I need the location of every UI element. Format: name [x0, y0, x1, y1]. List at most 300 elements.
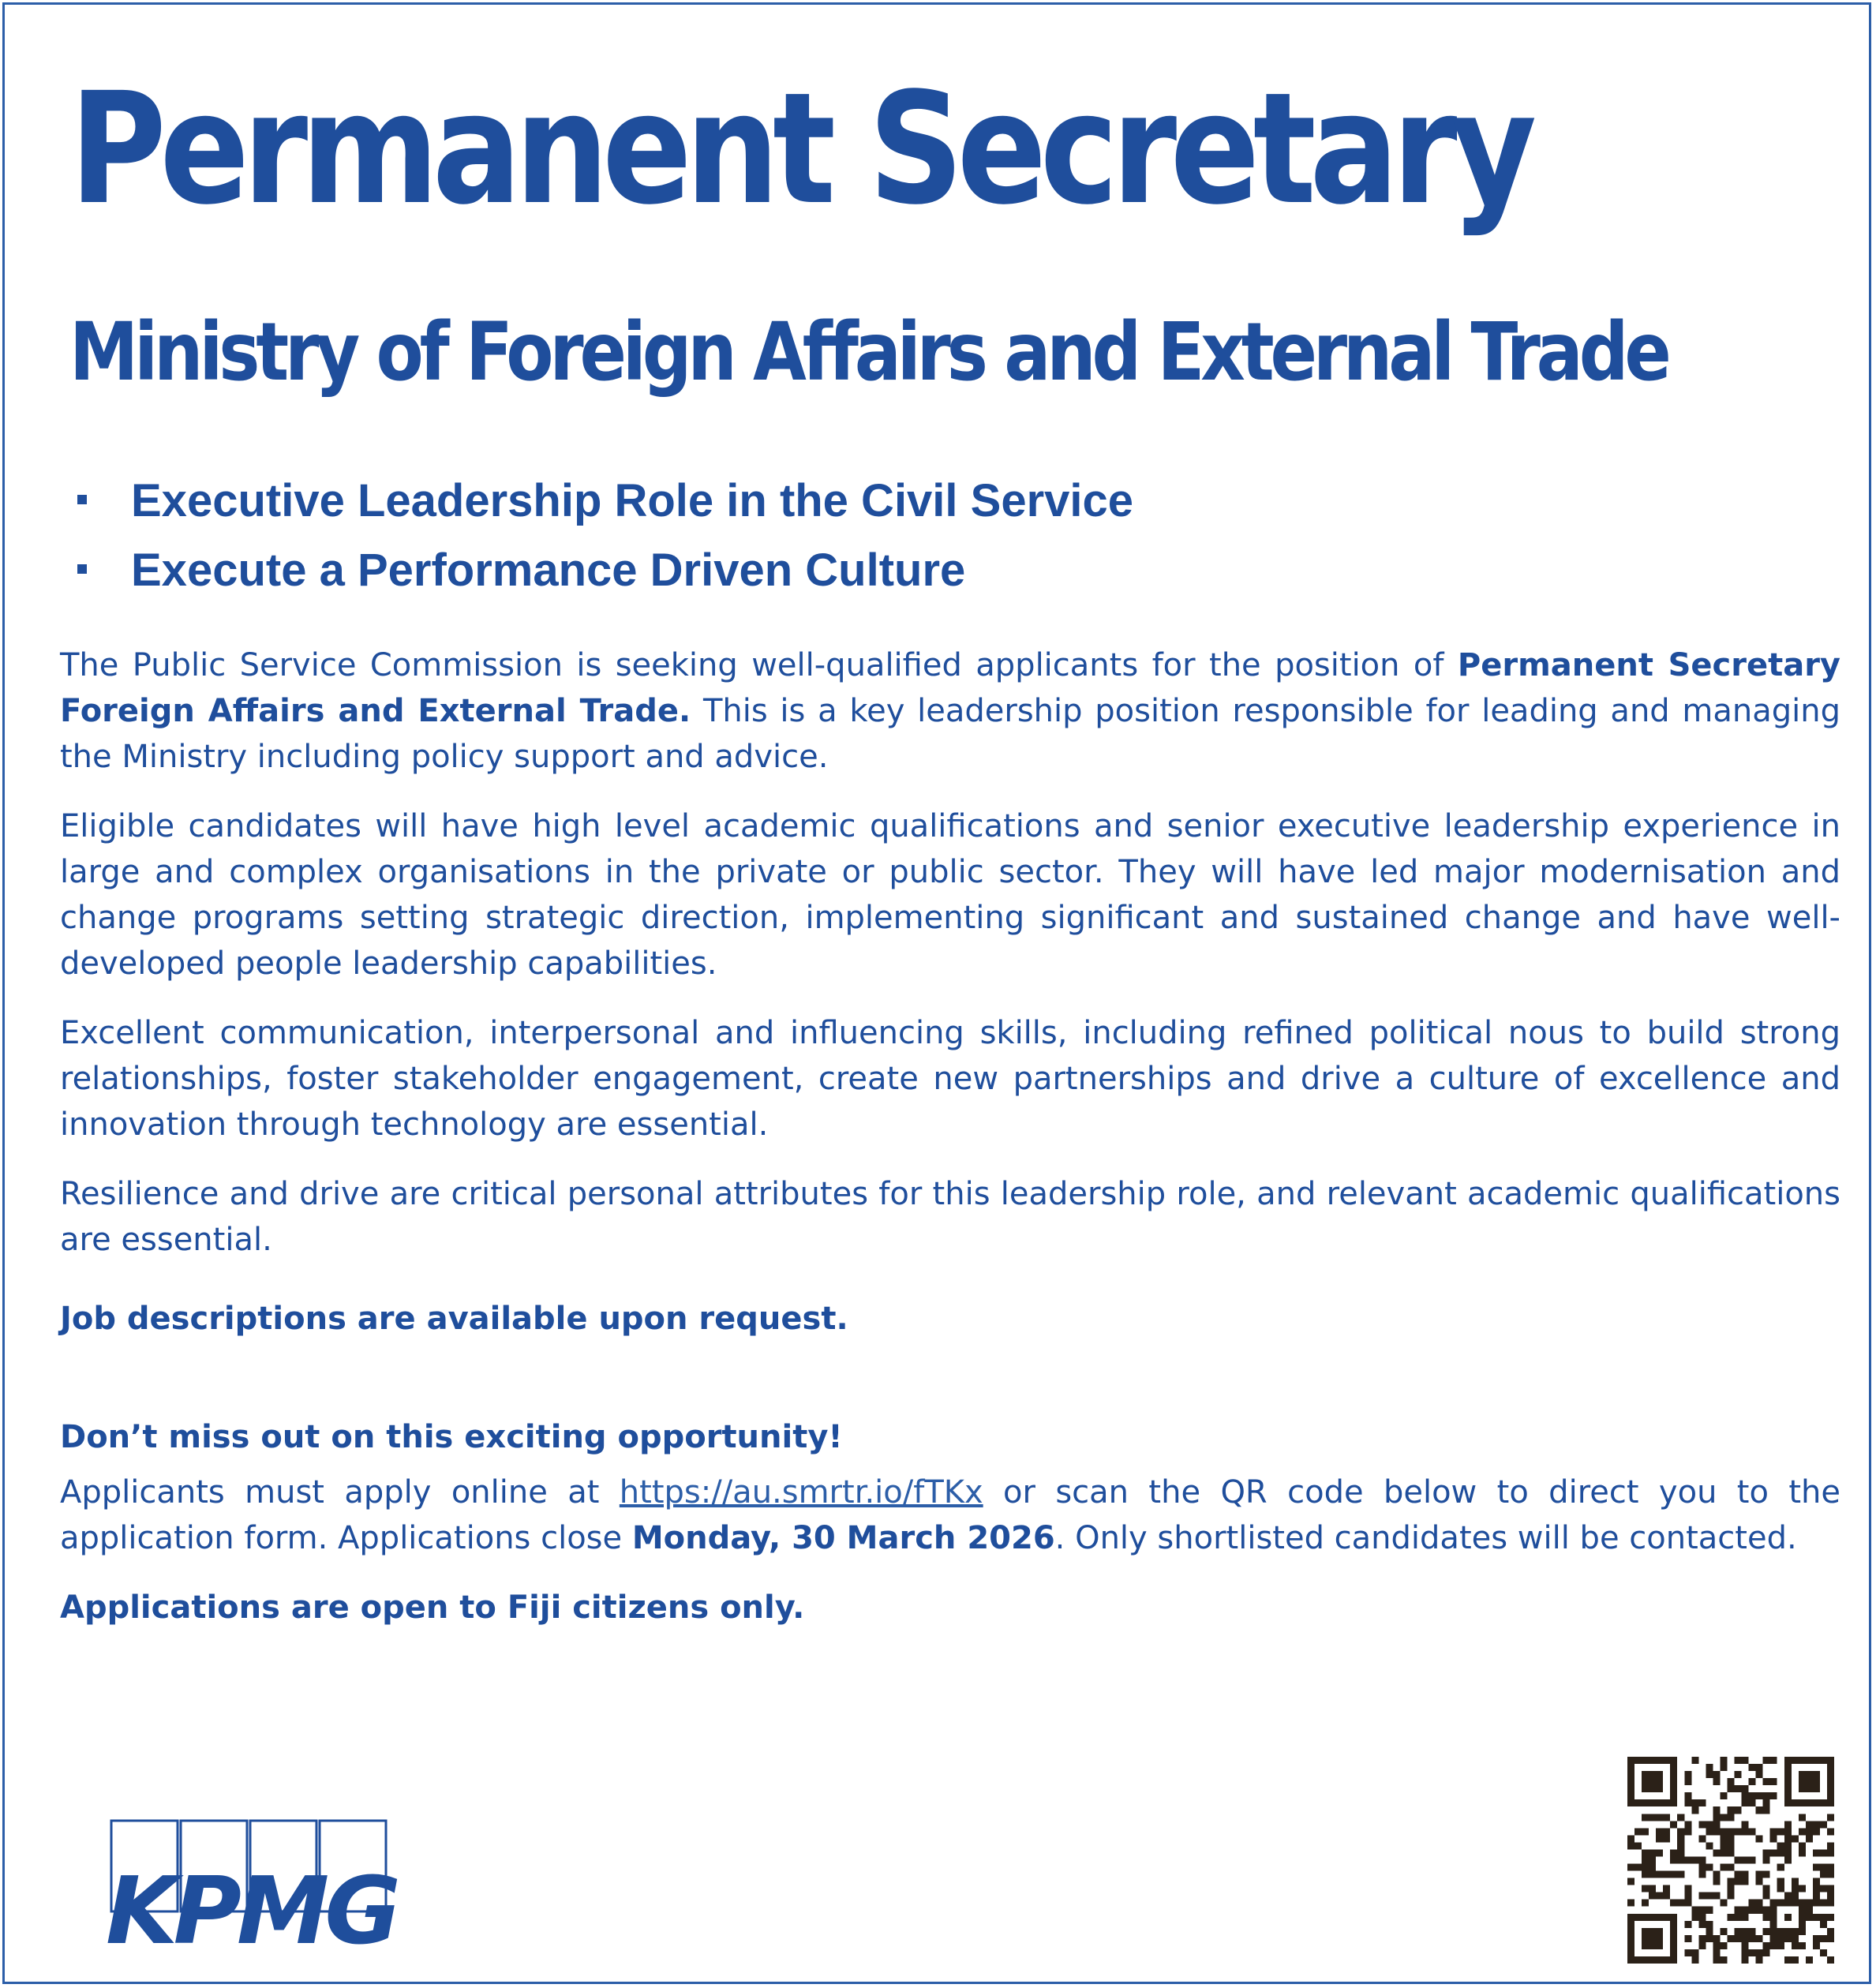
qr-module [1684, 1949, 1691, 1956]
qr-module [1642, 1814, 1649, 1821]
qr-module [1784, 1842, 1792, 1849]
qr-module [1627, 1900, 1634, 1907]
qr-module [1735, 1914, 1742, 1921]
qr-module [1684, 1921, 1691, 1928]
qr-module [1698, 1921, 1706, 1928]
qr-module [1684, 1885, 1691, 1893]
qr-module [1756, 1907, 1763, 1914]
qr-module [1642, 1856, 1649, 1863]
qr-module [1698, 1935, 1706, 1942]
qr-module [1820, 1849, 1827, 1856]
qr-module [1727, 1914, 1734, 1921]
qr-module [1691, 1806, 1698, 1814]
qr-module [1749, 1799, 1756, 1806]
qr-module [1735, 1878, 1742, 1885]
qr-module [1706, 1893, 1713, 1900]
highlight-text: Execute a Performance Driven Culture [131, 545, 966, 596]
qr-module [1649, 1856, 1656, 1863]
qr-module [1827, 1871, 1834, 1878]
qr-module [1706, 1828, 1713, 1835]
qr-module [1706, 1864, 1713, 1871]
qr-module [1777, 1942, 1784, 1949]
qr-module [1735, 1771, 1742, 1778]
qr-module [1727, 1842, 1734, 1849]
qr-module [1642, 1885, 1649, 1893]
qr-module [1742, 1956, 1749, 1964]
qr-module [1656, 1828, 1663, 1835]
qr-module [1720, 1757, 1727, 1764]
qr-module [1713, 1878, 1720, 1885]
qr-module [1720, 1849, 1727, 1856]
qr-module [1799, 1828, 1806, 1835]
qr-module [1820, 1900, 1827, 1907]
qr-module [1727, 1864, 1734, 1871]
qr-module [1813, 1821, 1820, 1828]
page-title: Permanent Secretary [69, 59, 1530, 238]
qr-module [1684, 1799, 1691, 1806]
qr-module [1777, 1842, 1784, 1849]
qr-module [1763, 1893, 1770, 1900]
qr-module [1684, 1771, 1691, 1778]
qr-module [1677, 1849, 1684, 1856]
highlight-text: Executive Leadership Role in the Civil Service [131, 475, 1134, 526]
qr-module [1720, 1864, 1727, 1871]
qr-module [1742, 1949, 1749, 1956]
qr-module [1698, 1835, 1706, 1842]
qr-module [1698, 1821, 1706, 1828]
qr-module [1763, 1792, 1770, 1799]
qr-module [1820, 1871, 1827, 1878]
qr-module [1792, 1956, 1799, 1964]
qr-module [1792, 1893, 1799, 1900]
qr-module [1784, 1956, 1792, 1964]
qr-module [1727, 1885, 1734, 1893]
intro-text: The Public Service Commission is seeking well-qualified applicants for the position of [60, 647, 1458, 683]
qr-module [1642, 1828, 1649, 1835]
qr-module [1677, 1900, 1684, 1907]
qr-module [1735, 1871, 1742, 1878]
qr-module [1677, 1842, 1684, 1849]
qr-module [1756, 1835, 1763, 1842]
qr-module [1827, 1885, 1834, 1893]
qr-module [1770, 1828, 1777, 1835]
qr-module [1677, 1856, 1684, 1863]
qr-module [1813, 1942, 1820, 1949]
qr-module [1663, 1835, 1670, 1842]
qr-module [1756, 1935, 1763, 1942]
qr-module [1720, 1842, 1727, 1849]
position-name: Permanent Secretary Foreign Affairs and External Trade. [60, 647, 1840, 729]
qr-module [1763, 1928, 1770, 1935]
qr-module [1770, 1935, 1777, 1942]
qr-module [1756, 1956, 1763, 1964]
square-bullet-icon [77, 495, 87, 504]
qr-module [1742, 1907, 1749, 1914]
qr-module [1698, 1856, 1706, 1863]
qr-module [1634, 1828, 1642, 1835]
qr-module [1756, 1871, 1763, 1878]
qr-module [1670, 1871, 1677, 1878]
qr-module [1763, 1942, 1770, 1949]
qr-module [1756, 1878, 1763, 1885]
qr-module [1749, 1949, 1756, 1956]
qr-module [1720, 1792, 1727, 1799]
qr-module [1656, 1835, 1663, 1842]
qr-module [1627, 1878, 1634, 1885]
qr-module [1735, 1806, 1742, 1814]
qr-module [1691, 1949, 1698, 1956]
qr-module [1698, 1914, 1706, 1921]
qr-module [1763, 1871, 1770, 1878]
qr-module [1706, 1821, 1713, 1828]
qr-module [1784, 1821, 1792, 1828]
qr-module [1784, 1856, 1792, 1863]
qr-module [1727, 1878, 1734, 1885]
qr-module [1727, 1893, 1734, 1900]
qr-module [1698, 1799, 1706, 1806]
highlight-item [74, 536, 1133, 605]
qr-module [1691, 1914, 1698, 1921]
qr-module [1763, 1849, 1770, 1856]
qr-code-icon[interactable] [1627, 1757, 1835, 1964]
qr-module [1727, 1935, 1734, 1942]
qr-module [1799, 1942, 1806, 1949]
qr-module [1827, 1828, 1834, 1835]
qr-module [1670, 1821, 1677, 1828]
qr-module [1720, 1814, 1727, 1821]
qr-module [1827, 1928, 1834, 1935]
square-bullet-icon [77, 564, 87, 574]
qr-module [1784, 1893, 1792, 1900]
qr-module [1749, 1792, 1756, 1799]
qr-module [1691, 1956, 1698, 1964]
qr-module [1763, 1856, 1770, 1863]
highlight-item [74, 466, 1133, 536]
qr-module [1756, 1806, 1763, 1814]
qr-module [1677, 1871, 1684, 1878]
advertisement-frame [2, 2, 1871, 1984]
qr-module [1706, 1928, 1713, 1935]
qr-module [1663, 1885, 1670, 1893]
qr-module [1742, 1928, 1749, 1935]
qr-module [1827, 1842, 1834, 1849]
qr-module [1763, 1778, 1770, 1785]
qr-module [1820, 1949, 1827, 1956]
qr-module [1642, 1864, 1649, 1871]
qr-module [1749, 1828, 1756, 1835]
qr-module [1735, 1757, 1742, 1764]
eligibility-paragraph: Eligible candidates will have high level academic qualifications and senior executive leadership experience in large and complex organisations in the private or public sector. They will have led major modernisation and change programs setting strategic direction, implementing significant and sustained change and have well-developed people leadership capabilities. [60, 808, 1840, 982]
closing-date: Monday, 30 March 2026 [631, 1520, 1055, 1556]
qr-module [1784, 1914, 1792, 1921]
qr-module [1763, 1806, 1770, 1814]
qr-module [1713, 1806, 1720, 1814]
qr-module [1727, 1785, 1734, 1792]
qr-module [1799, 1849, 1806, 1856]
qr-module [1713, 1771, 1720, 1778]
qr-module [1706, 1842, 1713, 1849]
qr-module [1742, 1785, 1749, 1792]
qr-module [1827, 1914, 1834, 1921]
qr-module [1698, 1907, 1706, 1914]
highlights-list [74, 466, 1133, 605]
apply-text-mid: or scan the QR code below to direct you to the application form. Applications close [60, 1474, 1840, 1556]
ministry-subtitle: Ministry of Foreign Affairs and External Trade [69, 305, 1668, 399]
qr-module [1627, 1835, 1634, 1842]
qr-module [1742, 1799, 1749, 1806]
qr-module [1763, 1949, 1770, 1956]
citizenship-note: Applications are open to Fiji citizens only. [60, 1589, 805, 1626]
intro-text-end: This is a key leadership position responsible for leading and managing the Ministry including policy support and advice. [60, 693, 1841, 775]
qr-module [1777, 1864, 1784, 1871]
qr-module [1756, 1771, 1763, 1778]
qr-module [1720, 1928, 1727, 1935]
qr-module [1677, 1814, 1684, 1821]
job-descriptions-note: Job descriptions are available upon request. [60, 1301, 848, 1337]
qr-module [1727, 1814, 1734, 1821]
qr-module [1735, 1907, 1742, 1914]
qr-module [1713, 1828, 1720, 1835]
qr-module [1698, 1942, 1706, 1949]
qr-module [1827, 1864, 1834, 1871]
qr-module [1684, 1821, 1691, 1828]
qr-module [1649, 1871, 1656, 1878]
qr-module [1756, 1949, 1763, 1956]
qr-module [1698, 1864, 1706, 1871]
qr-module [1749, 1900, 1756, 1907]
qr-module [1649, 1849, 1656, 1856]
qr-module [1784, 1828, 1792, 1835]
advert-body [60, 642, 1840, 1630]
qr-module [1720, 1956, 1727, 1964]
qr-module [1763, 1799, 1770, 1806]
qr-module [1784, 1849, 1792, 1856]
qr-module [1749, 1907, 1756, 1914]
qr-module [1642, 1771, 1663, 1792]
qr-module [1713, 1956, 1720, 1964]
qr-module [1784, 1935, 1792, 1942]
qr-module [1806, 1914, 1813, 1921]
qr-module [1799, 1885, 1806, 1893]
qr-module [1827, 1849, 1834, 1856]
qr-module [1813, 1878, 1820, 1885]
qr-module [1742, 1856, 1749, 1863]
qr-module [1813, 1885, 1820, 1893]
qr-module [1684, 1856, 1691, 1863]
qr-module [1706, 1935, 1713, 1942]
qr-module [1713, 1942, 1720, 1949]
qr-module [1720, 1942, 1727, 1949]
qr-module [1663, 1828, 1670, 1835]
qr-module [1806, 1821, 1813, 1828]
qr-module [1777, 1885, 1784, 1893]
qr-module [1792, 1935, 1799, 1942]
qr-module [1827, 1935, 1834, 1942]
qr-module [1806, 1907, 1813, 1914]
qr-module [1742, 1828, 1749, 1835]
qr-module [1770, 1835, 1777, 1842]
qr-module [1706, 1771, 1713, 1778]
qr-module [1684, 1900, 1691, 1907]
intro-paragraph [60, 642, 1840, 780]
qr-module [1691, 1856, 1698, 1863]
qr-module [1713, 1935, 1720, 1942]
qr-module [1720, 1828, 1727, 1835]
application-link[interactable]: https://au.smrtr.io/fTKx [619, 1474, 983, 1511]
qr-module [1749, 1764, 1756, 1771]
kpmg-logo-text: KPMG [106, 1856, 397, 1955]
qr-module [1634, 1864, 1642, 1871]
qr-module [1727, 1806, 1734, 1814]
qr-module [1820, 1914, 1827, 1921]
qr-module [1713, 1893, 1720, 1900]
kpmg-logo [92, 1817, 415, 1955]
qr-module [1642, 1928, 1663, 1949]
apply-text-end: . Only shortlisted candidates will be contacted. [1054, 1520, 1797, 1556]
qr-module [1706, 1764, 1713, 1771]
qr-module [1670, 1856, 1677, 1863]
qr-module [1756, 1792, 1763, 1799]
qr-module [1727, 1828, 1734, 1835]
qr-module [1720, 1764, 1727, 1771]
qr-module [1735, 1785, 1742, 1792]
skills-paragraph: Excellent communication, interpersonal and influencing skills, including refined political nous to build strong relationships, foster stakeholder engagement, create new partnerships and drive a culture of excellence and innovation through technology are essential. [60, 1015, 1840, 1143]
qr-module [1656, 1871, 1663, 1878]
qr-module [1735, 1935, 1742, 1942]
qr-module [1742, 1935, 1749, 1942]
qr-module [1713, 1849, 1720, 1856]
qr-module [1713, 1949, 1720, 1956]
qr-module [1656, 1849, 1663, 1856]
qr-module [1749, 1928, 1756, 1935]
qr-module [1770, 1757, 1777, 1764]
qr-module [1813, 1893, 1820, 1900]
qr-module [1627, 1842, 1634, 1849]
qr-module [1691, 1907, 1698, 1914]
qr-module [1770, 1942, 1777, 1949]
qr-module [1691, 1799, 1698, 1806]
qr-module [1720, 1835, 1727, 1842]
qr-module [1827, 1814, 1834, 1821]
qr-module [1756, 1764, 1763, 1771]
qr-module [1806, 1956, 1813, 1964]
qr-module [1777, 1828, 1784, 1835]
qr-module [1677, 1828, 1684, 1835]
qr-module [1813, 1935, 1820, 1942]
qr-module [1713, 1871, 1720, 1878]
qr-module [1706, 1921, 1713, 1928]
qr-module [1742, 1792, 1749, 1799]
qr-module [1827, 1893, 1834, 1900]
qr-module [1713, 1778, 1720, 1785]
qr-module [1649, 1814, 1656, 1821]
qr-module [1756, 1900, 1763, 1907]
qr-module [1770, 1778, 1777, 1785]
qr-module [1749, 1778, 1756, 1785]
qr-module [1742, 1914, 1749, 1921]
qr-module [1827, 1900, 1834, 1907]
qr-module [1813, 1849, 1820, 1856]
qr-module [1684, 1792, 1691, 1799]
qr-module [1763, 1914, 1770, 1921]
qr-module [1763, 1885, 1770, 1893]
qr-module [1649, 1885, 1656, 1893]
qr-module [1727, 1835, 1734, 1842]
qr-module [1770, 1792, 1777, 1799]
qr-module [1656, 1814, 1663, 1821]
qr-module [1792, 1885, 1799, 1893]
qr-module [1742, 1942, 1749, 1949]
qr-module [1799, 1842, 1806, 1849]
qr-module [1691, 1757, 1698, 1764]
qr-module [1792, 1835, 1799, 1842]
qr-module [1820, 1821, 1827, 1828]
qr-module [1820, 1864, 1827, 1871]
qr-module [1684, 1778, 1691, 1785]
qr-module [1742, 1757, 1749, 1764]
attributes-paragraph: Resilience and drive are critical personal attributes for this leadership role, and relevant academic qualifications are essential. [60, 1176, 1840, 1258]
qr-module [1663, 1814, 1670, 1821]
qr-module [1649, 1893, 1656, 1900]
qr-module [1627, 1864, 1634, 1871]
qr-module [1749, 1935, 1756, 1942]
qr-module [1684, 1935, 1691, 1942]
qr-module [1763, 1757, 1770, 1764]
qr-module [1663, 1871, 1670, 1878]
qr-module [1684, 1893, 1691, 1900]
qr-module [1806, 1828, 1813, 1835]
qr-module [1656, 1893, 1663, 1900]
qr-module [1813, 1900, 1820, 1907]
qr-module [1706, 1907, 1713, 1914]
qr-module [1634, 1842, 1642, 1849]
qr-module [1642, 1849, 1649, 1856]
qr-module [1670, 1900, 1677, 1907]
qr-module [1777, 1878, 1784, 1885]
qr-module [1820, 1885, 1827, 1893]
qr-module [1806, 1835, 1813, 1842]
qr-module [1720, 1900, 1727, 1907]
qr-module [1813, 1914, 1820, 1921]
qr-module [1792, 1942, 1799, 1949]
qr-module [1742, 1821, 1749, 1828]
qr-module [1677, 1835, 1684, 1842]
qr-module [1770, 1849, 1777, 1856]
qr-module [1813, 1828, 1820, 1835]
qr-module [1777, 1849, 1784, 1856]
qr-module [1827, 1956, 1834, 1964]
qr-module [1784, 1835, 1792, 1842]
qr-module [1735, 1828, 1742, 1835]
qr-module [1749, 1856, 1756, 1863]
apply-paragraph [60, 1469, 1840, 1561]
qr-module [1698, 1871, 1706, 1878]
qr-module [1742, 1878, 1749, 1885]
qr-module [1713, 1814, 1720, 1821]
qr-module [1727, 1849, 1734, 1856]
qr-module [1670, 1849, 1677, 1856]
cta-heading: Don’t miss out on this exciting opportunity! [60, 1419, 843, 1455]
qr-module [1684, 1828, 1691, 1835]
qr-module [1742, 1871, 1749, 1878]
qr-module [1649, 1864, 1656, 1871]
qr-module [1792, 1878, 1799, 1885]
qr-module [1642, 1900, 1649, 1907]
qr-module [1820, 1935, 1827, 1942]
qr-module [1727, 1778, 1734, 1785]
apply-text: Applicants must apply online at [60, 1474, 620, 1511]
qr-module [1777, 1935, 1784, 1942]
